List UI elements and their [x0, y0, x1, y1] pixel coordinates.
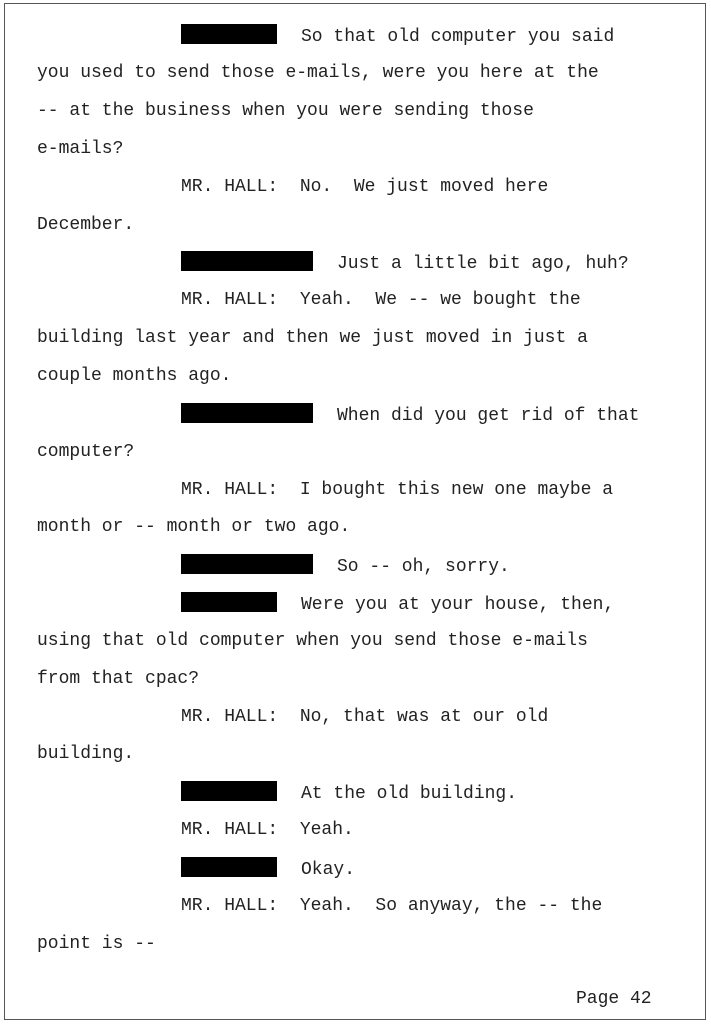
transcript-line: MR. HALL: Yeah. We -- we bought the — [181, 290, 581, 310]
transcript-line: MR. HALL: I bought this new one maybe a — [181, 480, 614, 500]
line-text: Were you at your house, then, — [301, 595, 615, 615]
line-text: So that old computer you said — [301, 27, 615, 47]
transcript-line — [181, 24, 614, 48]
transcript-line — [181, 554, 510, 578]
transcript-line: December. — [37, 215, 135, 235]
transcript-line: couple months ago. — [37, 366, 232, 386]
transcript-line: building last year and then we just moved in just a — [37, 328, 588, 348]
transcript-line: building. — [37, 744, 135, 764]
transcript-line — [181, 592, 614, 616]
line-text: Just a little bit ago, huh? — [337, 254, 629, 274]
transcript-line: using that old computer when you send those e-mails — [37, 631, 588, 651]
transcript-line — [181, 781, 517, 805]
redaction-bar — [181, 857, 277, 877]
transcript-line: MR. HALL: Yeah. So anyway, the -- the — [181, 896, 603, 916]
transcript-line: from that cpac? — [37, 669, 200, 689]
transcript-line: computer? — [37, 442, 135, 462]
page-number: Page 42 — [576, 989, 652, 1009]
line-text: At the old building. — [301, 784, 518, 804]
transcript-line: month or -- month or two ago. — [37, 517, 351, 537]
redaction-bar — [181, 554, 313, 574]
redaction-bar — [181, 781, 277, 801]
transcript-line: point is -- — [37, 934, 156, 954]
transcript-line — [181, 857, 355, 881]
line-text: When did you get rid of that — [337, 406, 640, 426]
transcript-line — [181, 251, 629, 275]
transcript-line: e-mails? — [37, 139, 124, 159]
transcript-line: MR. HALL: No, that was at our old — [181, 707, 549, 727]
transcript-line: MR. HALL: No. We just moved here — [181, 177, 549, 197]
line-text: Okay. — [301, 860, 356, 880]
transcript-line — [181, 403, 639, 427]
transcript-line: -- at the business when you were sending those — [37, 101, 534, 121]
transcript-line: you used to send those e-mails, were you here at the — [37, 63, 599, 83]
redaction-bar — [181, 251, 313, 271]
redaction-bar — [181, 592, 277, 612]
line-text: So -- oh, sorry. — [337, 557, 510, 577]
redaction-bar — [181, 24, 277, 44]
redaction-bar — [181, 403, 313, 423]
transcript-line: MR. HALL: Yeah. — [181, 820, 354, 840]
transcript-page — [4, 3, 706, 1020]
